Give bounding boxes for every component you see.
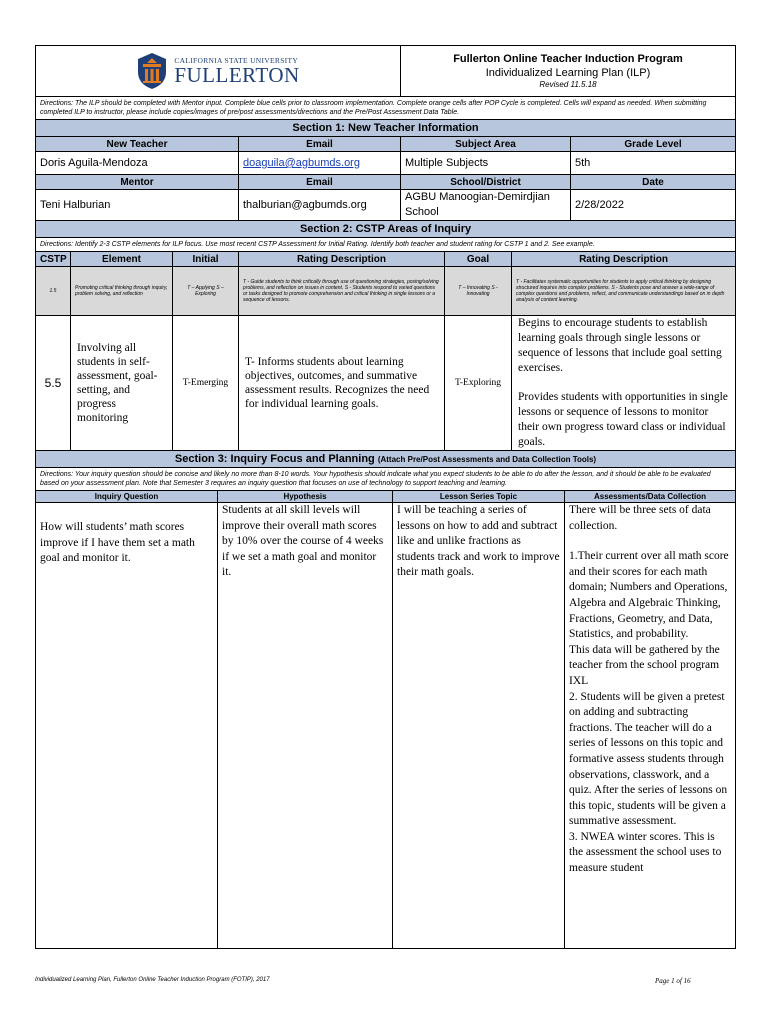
example-goal: T – Innovating S - Innovating xyxy=(445,267,512,316)
revision-note: Revised 11.5.18 xyxy=(539,80,597,89)
section3-directions: Directions: Your inquiry question should be concise and likely no more than 8-10 words. Your hypothesis should indicate what you expect students to be able to do after the lesson, and it should be able to be evaluated based on your assessment plan. Note that Semester 3 requires an inquiry question that focuses on use of technology to support teaching and learning. xyxy=(36,468,736,491)
school-district-value: AGBU Manoogian-Demirdjian School xyxy=(401,190,571,221)
grade-level-value: 5th xyxy=(571,152,736,175)
section3-table xyxy=(35,450,736,949)
col-goal: Goal xyxy=(445,252,512,267)
col-lesson-series-topic: Lesson Series Topic xyxy=(393,491,565,503)
col-mentor-email: Email xyxy=(239,175,401,190)
section2-table xyxy=(35,220,736,451)
date-value: 2/28/2022 xyxy=(571,190,736,221)
assessment-paragraph: 2. Students will be given a pretest on adding and subtracting fractions. The teacher will do a series of lessons on this topic and formative assess students through observations, classwork, and a quiz. After the series of lessons on this topic, students will be given a summative assessment. xyxy=(569,690,728,828)
col-email: Email xyxy=(239,137,401,152)
section2-title: Section 2: CSTP Areas of Inquiry xyxy=(36,221,736,238)
initial-rating-description: T- Informs students about learning objectives, outcomes, and summative assessment results. Recognizes the need for individual learning goals. xyxy=(239,316,445,451)
initial-rating: T-Emerging xyxy=(173,316,239,451)
plan-title: Individualized Learning Plan (ILP) xyxy=(485,67,651,79)
section1-title: Section 1: New Teacher Information xyxy=(36,120,736,137)
col-initial: Initial xyxy=(173,252,239,267)
program-title: Fullerton Online Teacher Induction Program xyxy=(453,53,683,65)
mentor-email: thalburian@agbumds.org xyxy=(239,190,401,221)
assessment-paragraph xyxy=(569,534,731,549)
example-goal-rating-description: T - Facilitates systematic opportunities for students to apply critical thinking by designing structured inquires into complex problems. S - Students pose and answer a wide-range of complex questions and problems, reflect, and communicate understandings based on in depth analysis of content learning. xyxy=(512,267,736,316)
assessment-paragraph: 1.Their current over all math score and their scores for each math domain; Numbers and Operations, Algebra and Algebraic Thinking, Fractions, Geometry, and Data, Statistics, and probability. xyxy=(569,550,729,641)
assessment-paragraph: There will be three sets of data collection. xyxy=(569,504,711,532)
col-assessments-data: Assessments/Data Collection xyxy=(565,491,736,503)
assessment-paragraph: 3. NWEA winter scores. This is the assessment the school uses to measure student xyxy=(569,830,722,875)
section3-title-cell xyxy=(36,451,736,468)
goal-description-part1: Begins to encourage students to establish learning goals through single lessons or sequence of lessons that include goal setting exercises. xyxy=(518,317,722,374)
lesson-series-topic: I will be teaching a series of lessons on how to add and subtract like and unlike fractions as students track and work to improve their math goals. xyxy=(393,503,565,949)
mentor-name: Teni Halburian xyxy=(36,190,239,221)
col-inquiry-question: Inquiry Question xyxy=(36,491,218,503)
section3-title-note: (Attach Pre/Post Assessments and Data Collection Tools) xyxy=(377,455,597,464)
footer-citation: Individualized Learning Plan, Fullerton Online Teacher Induction Program (FOTIP), 2017 xyxy=(35,977,270,983)
col-rating-description: Rating Description xyxy=(239,252,445,267)
goal-description-part2: Provides students with opportunities in single lessons or sequence of lessons to monitor their own progress toward class or individual goals. xyxy=(518,391,728,448)
col-grade-level: Grade Level xyxy=(571,137,736,152)
section2-directions: Directions: Identify 2-3 CSTP elements for ILP focus. Use most recent CSTP Assessment for Initial Rating. Identify both teacher and student rating for CSTP 1 and 2. See example. xyxy=(36,238,736,252)
university-logo xyxy=(36,46,401,97)
section3-title: Section 3: Inquiry Focus and Planning xyxy=(174,453,375,465)
cstp-number: 5.5 xyxy=(36,316,71,451)
cstp-element: Involving all students in self-assessment, goal-setting, and progress monitoring xyxy=(71,316,173,451)
col-date: Date xyxy=(571,175,736,190)
subject-area-value: Multiple Subjects xyxy=(401,152,571,175)
document-title-block xyxy=(401,46,736,97)
header-table xyxy=(35,45,736,97)
csuf-seal-icon xyxy=(136,52,168,90)
assessments-data-collection xyxy=(565,503,736,949)
example-element: Promoting critical thinking through inquiry, problem solving, and reflection xyxy=(71,267,173,316)
col-mentor: Mentor xyxy=(36,175,239,190)
new-teacher-email-link[interactable]: doaguila@agbumds.org xyxy=(243,157,360,169)
col-goal-rating-description: Rating Description xyxy=(512,252,736,267)
hypothesis: Students at all skill levels will improve their overall math scores by 10% over the course of 4 weeks if we set a math goal and monitor it. xyxy=(218,503,393,949)
col-subject-area: Subject Area xyxy=(401,137,571,152)
goal-rating: T-Exploring xyxy=(445,316,512,451)
assessment-paragraph: This data will be gathered by the teacher from the school program IXL xyxy=(569,643,720,687)
inquiry-question: How will students’ math scores improve if I have them set a math goal and monitor it. xyxy=(36,503,218,949)
col-school-district: School/District xyxy=(401,175,571,190)
example-rating-description: T - Guide students to think critically through use of questioning strategies, posing/solving problems, and reflection on issues in content. S - Students respond to varied questions or tasks designed to promote comprehension and critical thinking in single lessons or a sequence of lessons. xyxy=(239,267,445,316)
new-teacher-name: Doris Aguila-Mendoza xyxy=(36,152,239,175)
logo-campus: FULLERTON xyxy=(174,63,300,87)
col-element: Element xyxy=(71,252,173,267)
col-hypothesis: Hypothesis xyxy=(218,491,393,503)
col-new-teacher: New Teacher xyxy=(36,137,239,152)
example-initial: T – Applying S – Exploring xyxy=(173,267,239,316)
top-directions: Directions: The ILP should be completed with Mentor input. Complete blue cells prior to classroom implementation. Complete orange cells after POP Cycle is completed. Cells will expand as needed. When submitting completed ILP to instructor, please include copies/images of pre/post assessments/directions and the Pre/Post Assessment Data Table. xyxy=(36,97,736,120)
section1-table xyxy=(35,96,736,221)
goal-rating-description xyxy=(512,316,736,451)
example-cstp: 1.5 xyxy=(36,267,71,316)
logo-university: CALIFORNIA STATE UNIVERSITY xyxy=(174,56,299,65)
page-number: Page 1 of 16 xyxy=(655,977,691,985)
ilp-page xyxy=(35,45,735,949)
col-cstp: CSTP xyxy=(36,252,71,267)
